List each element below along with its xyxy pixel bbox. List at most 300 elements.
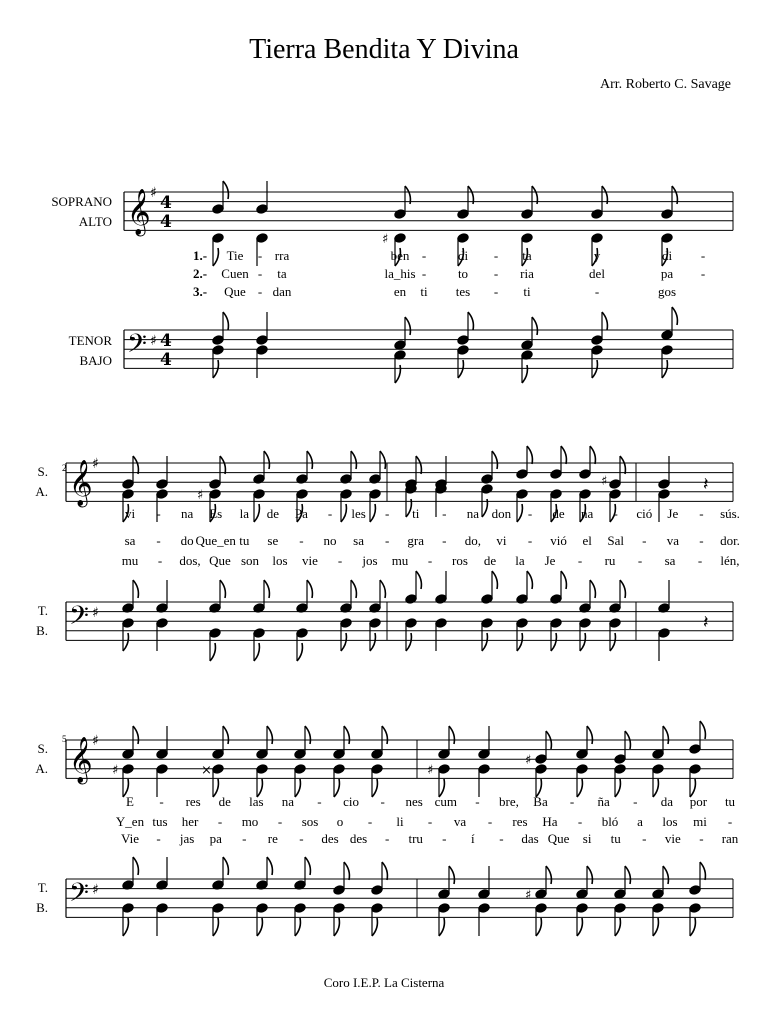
lyric-syllable: mi: [693, 814, 707, 829]
note-head: [457, 335, 469, 346]
lyric-syllable: do: [180, 533, 194, 548]
note-flag: [546, 866, 551, 884]
lyric-syllable: sa: [124, 533, 136, 548]
note-flag: [700, 862, 705, 880]
note-head: [535, 764, 547, 775]
note-head: [256, 233, 268, 244]
note-flag: [653, 779, 658, 797]
lyric-syllable: tu: [610, 831, 621, 846]
lyric-syllable: don: [491, 506, 512, 521]
note-head: [689, 764, 701, 775]
lyric-syllable: -: [487, 814, 493, 829]
note-flag: [590, 580, 595, 598]
note-flag: [580, 633, 585, 651]
lyric-syllable: -: [527, 506, 533, 521]
note-flag: [380, 580, 385, 598]
lyric-syllable: Cuen: [221, 266, 249, 281]
note-head: [122, 479, 134, 490]
note-flag: [663, 866, 668, 884]
note-flag: [536, 918, 541, 936]
note-head: [156, 764, 168, 775]
note-head: [478, 764, 490, 775]
lyric-syllable: los: [272, 553, 288, 568]
note-flag: [662, 360, 667, 378]
note-flag: [625, 866, 630, 884]
note-flag: [334, 918, 339, 936]
note-head: [340, 618, 352, 629]
lyric-syllable: ció: [636, 506, 653, 521]
voice-label-s: S.: [37, 464, 48, 479]
treble-clef-icon: 𝄞: [127, 189, 151, 235]
lyric-syllable: se: [267, 533, 279, 548]
note-head: [609, 618, 621, 629]
lyric-syllable: y: [593, 248, 601, 263]
footer-credit: Coro I.E.P. La Cisterna: [323, 975, 445, 990]
lyric-syllable: ti: [420, 284, 428, 299]
key-signature-sharp-icon: ♯: [92, 882, 99, 898]
note-flag: [123, 633, 128, 651]
lyric-syllable: Que: [224, 284, 246, 299]
note-flag: [254, 643, 259, 661]
note-head: [576, 903, 588, 914]
note-head: [435, 618, 447, 629]
note-head: [438, 764, 450, 775]
note-head: [661, 209, 673, 220]
note-flag: [700, 721, 705, 739]
lyric-syllable: tru: [408, 831, 423, 846]
note-head: [340, 474, 352, 485]
lyric-syllable: -: [493, 284, 499, 299]
note-flag: [620, 580, 625, 598]
voice-label-a: A.: [35, 484, 48, 499]
note-head: [253, 628, 265, 639]
lyric-syllable: tu: [239, 533, 250, 548]
lyric-syllable: -: [637, 553, 643, 568]
lyric-syllable: vi: [124, 506, 136, 521]
voice-label-t: T.: [37, 603, 48, 618]
lyric-syllable: -: [442, 506, 447, 521]
note-head: [212, 749, 224, 760]
note-flag: [133, 580, 138, 598]
accidental-icon: ♯: [382, 232, 389, 247]
note-flag: [468, 312, 473, 330]
time-signature-digit: 4: [160, 350, 172, 370]
lyric-syllable: va: [453, 814, 467, 829]
lyric-syllable: ben: [390, 248, 410, 263]
key-signature-sharp-icon: ♯: [150, 185, 157, 201]
note-flag: [307, 580, 312, 598]
note-flag: [416, 571, 421, 589]
accidental-icon: ×: [201, 763, 212, 778]
note-flag: [551, 633, 556, 651]
accidental-icon: ♯: [197, 488, 204, 503]
lyric-syllable: -: [156, 506, 161, 521]
note-head: [253, 474, 265, 485]
lyric-syllable: -: [569, 794, 575, 809]
lyric-syllable: -: [442, 831, 447, 846]
note-flag: [522, 365, 527, 383]
lyric-syllable: -: [594, 284, 600, 299]
note-head: [209, 628, 221, 639]
note-flag: [416, 456, 421, 474]
note-flag: [663, 726, 668, 744]
note-head: [689, 885, 701, 896]
note-head: [122, 749, 134, 760]
lyric-syllable: ros: [452, 553, 468, 568]
lyric-syllable: ta: [522, 248, 532, 263]
lyric-syllable: vie: [664, 831, 681, 846]
note-flag: [449, 866, 454, 884]
note-head: [576, 749, 588, 760]
accidental-icon: ♯: [427, 763, 434, 778]
note-head: [516, 594, 528, 605]
note-flag: [344, 726, 349, 744]
note-flag: [341, 504, 346, 522]
note-head: [296, 474, 308, 485]
lyric-syllable: a: [637, 814, 643, 829]
lyric-syllable: -: [384, 506, 390, 521]
note-head: [521, 209, 533, 220]
lyric-syllable: di: [661, 248, 673, 263]
note-head: [550, 489, 562, 500]
lyric-syllable: -: [299, 533, 304, 548]
note-head: [550, 469, 562, 480]
lyric-syllable: Je: [667, 506, 679, 521]
lyric-syllable: vie: [302, 553, 318, 568]
lyric-syllable: ti: [412, 506, 420, 521]
note-head: [652, 764, 664, 775]
lyric-syllable: jas: [179, 831, 195, 846]
lyric-syllable: -: [380, 794, 385, 809]
lyric-syllable: vi: [496, 533, 507, 548]
lyric-syllable: de: [266, 506, 279, 521]
lyric-syllable: los: [662, 814, 678, 829]
note-head: [296, 489, 308, 500]
note-head: [481, 484, 493, 495]
note-head: [516, 489, 528, 500]
note-flag: [133, 857, 138, 875]
note-head: [438, 903, 450, 914]
lyric-syllable: do,: [464, 533, 481, 548]
note-flag: [133, 726, 138, 744]
lyric-syllable: por: [689, 794, 708, 809]
note-head: [296, 628, 308, 639]
lyric-syllable: si: [582, 831, 592, 846]
lyric-syllable: -: [421, 266, 427, 281]
lyric-syllable: nes: [405, 794, 423, 809]
note-flag: [672, 307, 677, 325]
note-flag: [220, 580, 225, 598]
note-head: [122, 764, 134, 775]
note-head: [579, 489, 591, 500]
lyric-syllable: sa: [353, 533, 364, 548]
verse-number: 3.-: [192, 284, 208, 299]
note-head: [481, 594, 493, 605]
note-flag: [405, 317, 410, 335]
note-flag: [380, 451, 385, 469]
lyric-syllable: -: [159, 794, 164, 809]
lyric-syllable: la: [515, 553, 525, 568]
note-flag: [610, 633, 615, 651]
lyric-syllable: -: [257, 248, 263, 263]
lyric-syllable: -: [384, 831, 390, 846]
key-signature-sharp-icon: ♯: [92, 605, 99, 621]
lyric-syllable: -: [700, 266, 706, 281]
voice-label-alto: ALTO: [78, 214, 112, 229]
lyric-syllable: -: [421, 248, 427, 263]
note-head: [212, 204, 224, 215]
note-flag: [223, 726, 228, 744]
lyric-syllable: ti: [523, 284, 531, 299]
lyric-syllable: na: [281, 794, 295, 809]
lyric-syllable: dos,: [179, 553, 201, 568]
note-head: [256, 903, 268, 914]
accidental-icon: ♯: [601, 474, 608, 489]
note-head: [591, 335, 603, 346]
lyric-syllable: res: [185, 794, 201, 809]
note-head: [478, 749, 490, 760]
lyric-syllable: -: [257, 284, 263, 299]
note-flag: [527, 571, 532, 589]
note-flag: [561, 446, 566, 464]
lyric-syllable: í: [471, 831, 475, 846]
lyric-syllable: -: [475, 794, 480, 809]
note-flag: [382, 862, 387, 880]
note-head: [340, 489, 352, 500]
note-flag: [213, 918, 218, 936]
note-head: [438, 749, 450, 760]
lyric-syllable: Y_en: [115, 814, 145, 829]
note-head: [591, 345, 603, 356]
lyric-syllable: -: [327, 506, 333, 521]
note-flag: [449, 726, 454, 744]
note-head: [333, 903, 345, 914]
lyric-syllable: her: [181, 814, 199, 829]
note-flag: [334, 779, 339, 797]
key-signature-sharp-icon: ♯: [92, 733, 99, 749]
lyric-syllable: Que: [547, 831, 570, 846]
note-flag: [267, 857, 272, 875]
lyric-syllable: la_his: [384, 266, 416, 281]
lyric-syllable: cio: [343, 794, 359, 809]
lyric-syllable: na: [466, 506, 479, 521]
note-head: [369, 618, 381, 629]
lyric-syllable: -: [613, 506, 618, 521]
note-head: [516, 618, 528, 629]
note-head: [209, 479, 221, 490]
voice-label-a: A.: [35, 761, 48, 776]
note-flag: [264, 451, 269, 469]
lyric-syllable: -: [700, 248, 706, 263]
measure-number: 5: [62, 734, 67, 744]
note-flag: [297, 643, 302, 661]
note-head: [609, 489, 621, 500]
note-head: [614, 903, 626, 914]
lyric-syllable: mo: [241, 814, 259, 829]
lyric-syllable: sús.: [720, 506, 740, 521]
note-head: [614, 754, 626, 765]
note-head: [212, 335, 224, 346]
note-flag: [264, 580, 269, 598]
note-flag: [382, 726, 387, 744]
lyric-syllable: -: [217, 814, 223, 829]
note-head: [156, 749, 168, 760]
note-flag: [305, 857, 310, 875]
note-head: [652, 749, 664, 760]
note-flag: [223, 857, 228, 875]
note-head: [333, 749, 345, 760]
lyric-syllable: va: [666, 533, 679, 548]
lyric-syllable: -: [727, 814, 733, 829]
note-flag: [482, 633, 487, 651]
note-head: [256, 345, 268, 356]
lyric-syllable: Je: [544, 553, 556, 568]
lyric-syllable: -: [427, 814, 433, 829]
lyric-syllable: das: [521, 831, 539, 846]
lyric-syllable: de: [218, 794, 231, 809]
note-head: [535, 754, 547, 765]
note-head: [371, 749, 383, 760]
lyric-syllable: Vie: [121, 831, 139, 846]
note-head: [156, 903, 168, 914]
lyric-syllable: el: [582, 533, 592, 548]
note-head: [478, 903, 490, 914]
lyric-syllable: ru: [604, 553, 616, 568]
lyric-syllable: lén,: [720, 553, 740, 568]
lyric-syllable: -: [242, 831, 247, 846]
lyric-syllable: gra: [407, 533, 425, 548]
note-head: [256, 335, 268, 346]
lyric-syllable: E: [126, 794, 134, 809]
lyric-syllable: dan: [272, 284, 292, 299]
note-head: [371, 764, 383, 775]
lyric-syllable: sos: [301, 814, 319, 829]
score-title: Tierra Bendita Y Divina: [249, 34, 519, 65]
note-head: [550, 618, 562, 629]
note-head: [371, 885, 383, 896]
lyric-syllable: gos: [657, 284, 677, 299]
lyric-syllable: del: [589, 266, 605, 281]
lyric-syllable: Es: [209, 506, 223, 521]
note-flag: [690, 918, 695, 936]
time-signature-digit: 4: [160, 193, 172, 213]
lyric-syllable: son: [240, 553, 260, 568]
lyric-syllable: -: [499, 831, 504, 846]
note-head: [658, 489, 670, 500]
note-head: [521, 233, 533, 244]
note-head: [658, 479, 670, 490]
note-flag: [351, 451, 356, 469]
lyric-syllable: -: [493, 248, 499, 263]
note-flag: [587, 866, 592, 884]
note-flag: [257, 918, 262, 936]
note-head: [550, 594, 562, 605]
note-head: [394, 233, 406, 244]
lyric-syllable: Sal: [607, 533, 625, 548]
time-signature-digit: 4: [160, 212, 172, 232]
lyric-syllable: -: [277, 814, 283, 829]
lyric-syllable: bló: [601, 814, 619, 829]
voice-label-b: B.: [36, 900, 48, 915]
lyric-syllable: las: [249, 794, 264, 809]
note-head: [405, 594, 417, 605]
note-flag: [341, 633, 346, 651]
voice-label-t: T.: [37, 880, 48, 895]
lyric-syllable: pa: [660, 266, 674, 281]
voice-label-b: B.: [36, 623, 48, 638]
lyric-syllable: bre,: [499, 794, 519, 809]
lyric-syllable: di: [457, 248, 469, 263]
note-flag: [458, 360, 463, 378]
note-head: [212, 764, 224, 775]
lyric-syllable: tus: [152, 814, 168, 829]
time-signature-digit: 4: [160, 331, 172, 351]
lyric-syllable: -: [317, 794, 322, 809]
note-flag: [517, 504, 522, 522]
lyric-syllable: no: [323, 533, 337, 548]
bass-clef-icon: 𝄢: [69, 601, 89, 637]
note-head: [457, 345, 469, 356]
lyric-syllable: ria: [520, 266, 534, 281]
note-head: [457, 233, 469, 244]
note-head: [579, 469, 591, 480]
bass-clef-icon: 𝄢: [69, 878, 89, 914]
arranger-credit: Arr. Roberto C. Savage: [599, 77, 731, 92]
note-head: [294, 764, 306, 775]
note-flag: [213, 248, 218, 266]
note-flag: [123, 918, 128, 936]
lyric-syllable: na: [181, 506, 194, 521]
lyric-syllable: res: [512, 814, 528, 829]
key-signature-sharp-icon: ♯: [150, 333, 157, 349]
lyric-syllable: Que: [209, 553, 231, 568]
note-head: [661, 233, 673, 244]
lyric-syllable: mu: [391, 553, 409, 568]
note-head: [294, 903, 306, 914]
note-head: [156, 618, 168, 629]
note-head: [661, 345, 673, 356]
note-flag: [527, 446, 532, 464]
note-flag: [653, 918, 658, 936]
lyric-syllable: les: [351, 506, 366, 521]
note-head: [122, 903, 134, 914]
key-signature-sharp-icon: ♯: [92, 456, 99, 472]
lyric-syllable: tes: [455, 284, 471, 299]
note-flag: [295, 918, 300, 936]
note-flag: [307, 451, 312, 469]
accidental-icon: ♯: [112, 763, 119, 778]
lyric-syllable: -: [527, 533, 533, 548]
note-head: [652, 903, 664, 914]
note-flag: [615, 779, 620, 797]
note-head: [614, 764, 626, 775]
lyric-syllable: -: [493, 266, 499, 281]
note-head: [209, 489, 221, 500]
note-head: [256, 764, 268, 775]
lyric-syllable: o: [336, 814, 344, 829]
lyric-syllable: -: [299, 831, 304, 846]
lyric-syllable: sa: [664, 553, 676, 568]
note-head: [661, 330, 673, 341]
lyric-syllable: Tie: [226, 248, 244, 263]
note-flag: [267, 726, 272, 744]
lyric-syllable: -: [699, 533, 704, 548]
note-head: [212, 345, 224, 356]
note-flag: [406, 633, 411, 651]
note-flag: [213, 360, 218, 378]
note-head: [371, 903, 383, 914]
lyric-syllable: -: [257, 266, 263, 281]
